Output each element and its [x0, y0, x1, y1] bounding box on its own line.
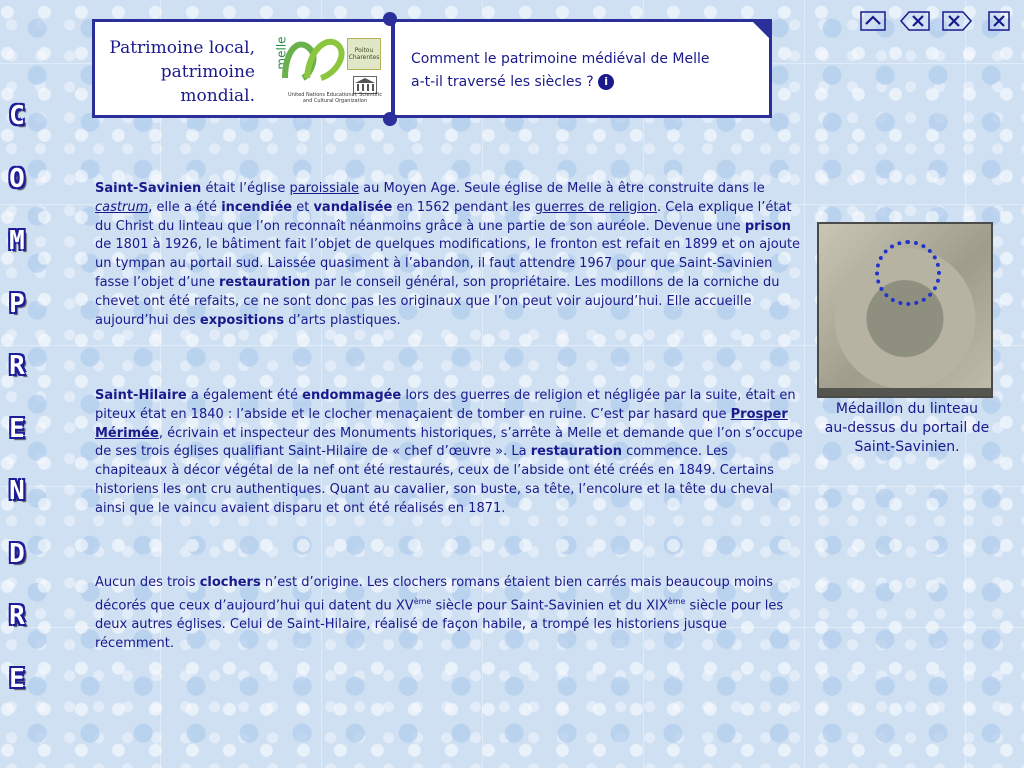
- text: , écrivain et inspecteur des Monuments historiques, s’arrête à Melle et demande que l’on s’occupe de ses trois églises qualifiant Saint-Hilaire de « chef d’œuvre ». La: [95, 425, 803, 460]
- text: d’arts plastiques.: [284, 312, 401, 328]
- header-title-line: Patrimoine local,: [109, 38, 255, 58]
- text: au Moyen Age. Seule église de Melle à être construite dans le: [359, 181, 765, 196]
- frame-dot: [383, 12, 397, 26]
- forward-delete-icon: [942, 11, 972, 31]
- text: n’est d’origine. Les clochers romans étaient bien carrés mais beaucoup moins décorés que ceux d’aujourd’hui qui datent du XV: [95, 575, 774, 614]
- side-letter: E: [9, 663, 25, 694]
- side-letter: P: [9, 288, 25, 319]
- back-delete-icon: [900, 11, 930, 31]
- photo-caption: Médaillon du linteau au-dessus du portail de Saint-Savinien.: [824, 401, 990, 455]
- chevron-up-icon: [860, 11, 886, 31]
- side-word-comprendre: [0, 85, 34, 710]
- side-letter: R: [9, 601, 25, 631]
- corner-decoration: [750, 19, 772, 41]
- header-box: [92, 19, 772, 118]
- page-question: [411, 48, 751, 94]
- text: par le conseil général, son propriétaire. Les modillons de la corniche du chevet ont été refaits, ce ne sont donc pas les originaux que l’on peut voir aujourd’hui. Elle accueille aujourd’hui des: [95, 274, 780, 328]
- medallion-photo: [817, 222, 993, 398]
- poitou-label: Poitou Charentes: [348, 47, 380, 61]
- side-letter: C: [9, 101, 25, 131]
- text: , elle a été: [148, 199, 222, 215]
- text: siècle pour Saint-Savinien et du XIX: [431, 598, 668, 614]
- paragraph-saint-savinien: [95, 180, 803, 330]
- text: de 1801 à 1926, le bâtiment fait l’objet de quelques modifications, le fronton est refait en 1899 et on ajoute un tympan au portail sud. Laissée quasiment à l’abandon, il faut attendre 1967 pour que Saint-Savinien fasse l’objet d’une: [95, 237, 801, 290]
- keyword: clochers: [199, 575, 261, 590]
- church-name: Saint-Hilaire: [95, 388, 187, 403]
- church-name: Saint-Savinien: [95, 181, 202, 196]
- link-guerres-de-religion[interactable]: guerres de religion: [534, 199, 658, 215]
- close-icon: [988, 11, 1010, 31]
- text: siècle pour les deux autres églises. Celui de Saint-Hilaire, réalisé de façon habile, a trompé les historiens jusque récemment.: [95, 598, 784, 651]
- keyword: vandalisée: [313, 199, 393, 215]
- side-letter: O: [9, 163, 25, 194]
- text: en 1562 pendant les: [392, 199, 535, 215]
- side-letter: M: [9, 226, 25, 256]
- up-button[interactable]: [858, 10, 888, 32]
- close-button[interactable]: [984, 10, 1014, 32]
- nav-bar: [858, 10, 1014, 32]
- text: . Cela explique l’état du Christ du linteau que l’on reconnaît néanmoins grâce à une partie de son auréole. Devenue une: [95, 199, 792, 234]
- question-line: [411, 71, 751, 94]
- logo-area: [263, 28, 385, 112]
- header-divider: [391, 22, 395, 115]
- melle-logo-text: melle: [274, 36, 289, 70]
- text: lors des guerres de religion et négligée par la suite, était en piteux état en 1840 : l’abside et le clocher menaçaient de tomber en ruine. C’est par hasard que: [95, 388, 796, 422]
- header-title-line: mondial.: [180, 86, 255, 106]
- header-title-line: patrimoine: [160, 62, 255, 82]
- back-button[interactable]: [900, 10, 930, 32]
- link-castrum[interactable]: castrum: [95, 199, 149, 215]
- keyword: restauration: [219, 274, 311, 290]
- link-prosper-merimee[interactable]: Prosper Mérimée: [95, 406, 788, 441]
- text: a également été: [186, 388, 303, 403]
- text: Aucun des trois: [95, 575, 200, 590]
- poitou-charentes-logo: [347, 38, 381, 70]
- keyword: restauration: [530, 444, 622, 460]
- info-icon[interactable]: i: [598, 74, 614, 90]
- keyword: expositions: [199, 312, 285, 328]
- superscript: ème: [667, 596, 686, 606]
- photo-ledge: [819, 388, 991, 396]
- keyword: endommagée: [302, 388, 402, 403]
- keyword: prison: [744, 218, 791, 234]
- header-title: [99, 36, 255, 108]
- melle-logo-icon: [274, 30, 357, 86]
- forward-button[interactable]: [942, 10, 972, 32]
- link-paroissiale[interactable]: paroissiale: [289, 181, 360, 196]
- side-letter: E: [9, 413, 25, 444]
- paragraph-clochers: [95, 574, 803, 654]
- text: et: [292, 199, 314, 215]
- paragraph-saint-hilaire: [95, 387, 803, 519]
- superscript: ème: [413, 596, 432, 606]
- side-letter: D: [9, 538, 25, 569]
- question-line-text: a-t-il traversé les siècles ?: [411, 74, 594, 90]
- side-letter: R: [9, 351, 25, 381]
- frame-dot: [383, 112, 397, 126]
- highlight-circle: [875, 240, 941, 306]
- question-line: Comment le patrimoine médiéval de Melle: [411, 51, 710, 67]
- side-letter: N: [9, 476, 25, 506]
- text: était l’église: [201, 181, 290, 196]
- text: commence. Les chapiteaux à décor végétal de la nef ont été restaurés, ceux de l’abside ont été créés en 1849. Certains historiens les ont cru authentiques. Quant au cavalier, son buste, sa tête, l’encolure et la tête du cheval ainsi que le vaincu avaient disparu et ont été réalisés en 1871.: [95, 444, 774, 516]
- unesco-caption: United Nations Educational, Scientific and Cultural Organization: [288, 92, 382, 104]
- keyword: incendiée: [221, 199, 293, 215]
